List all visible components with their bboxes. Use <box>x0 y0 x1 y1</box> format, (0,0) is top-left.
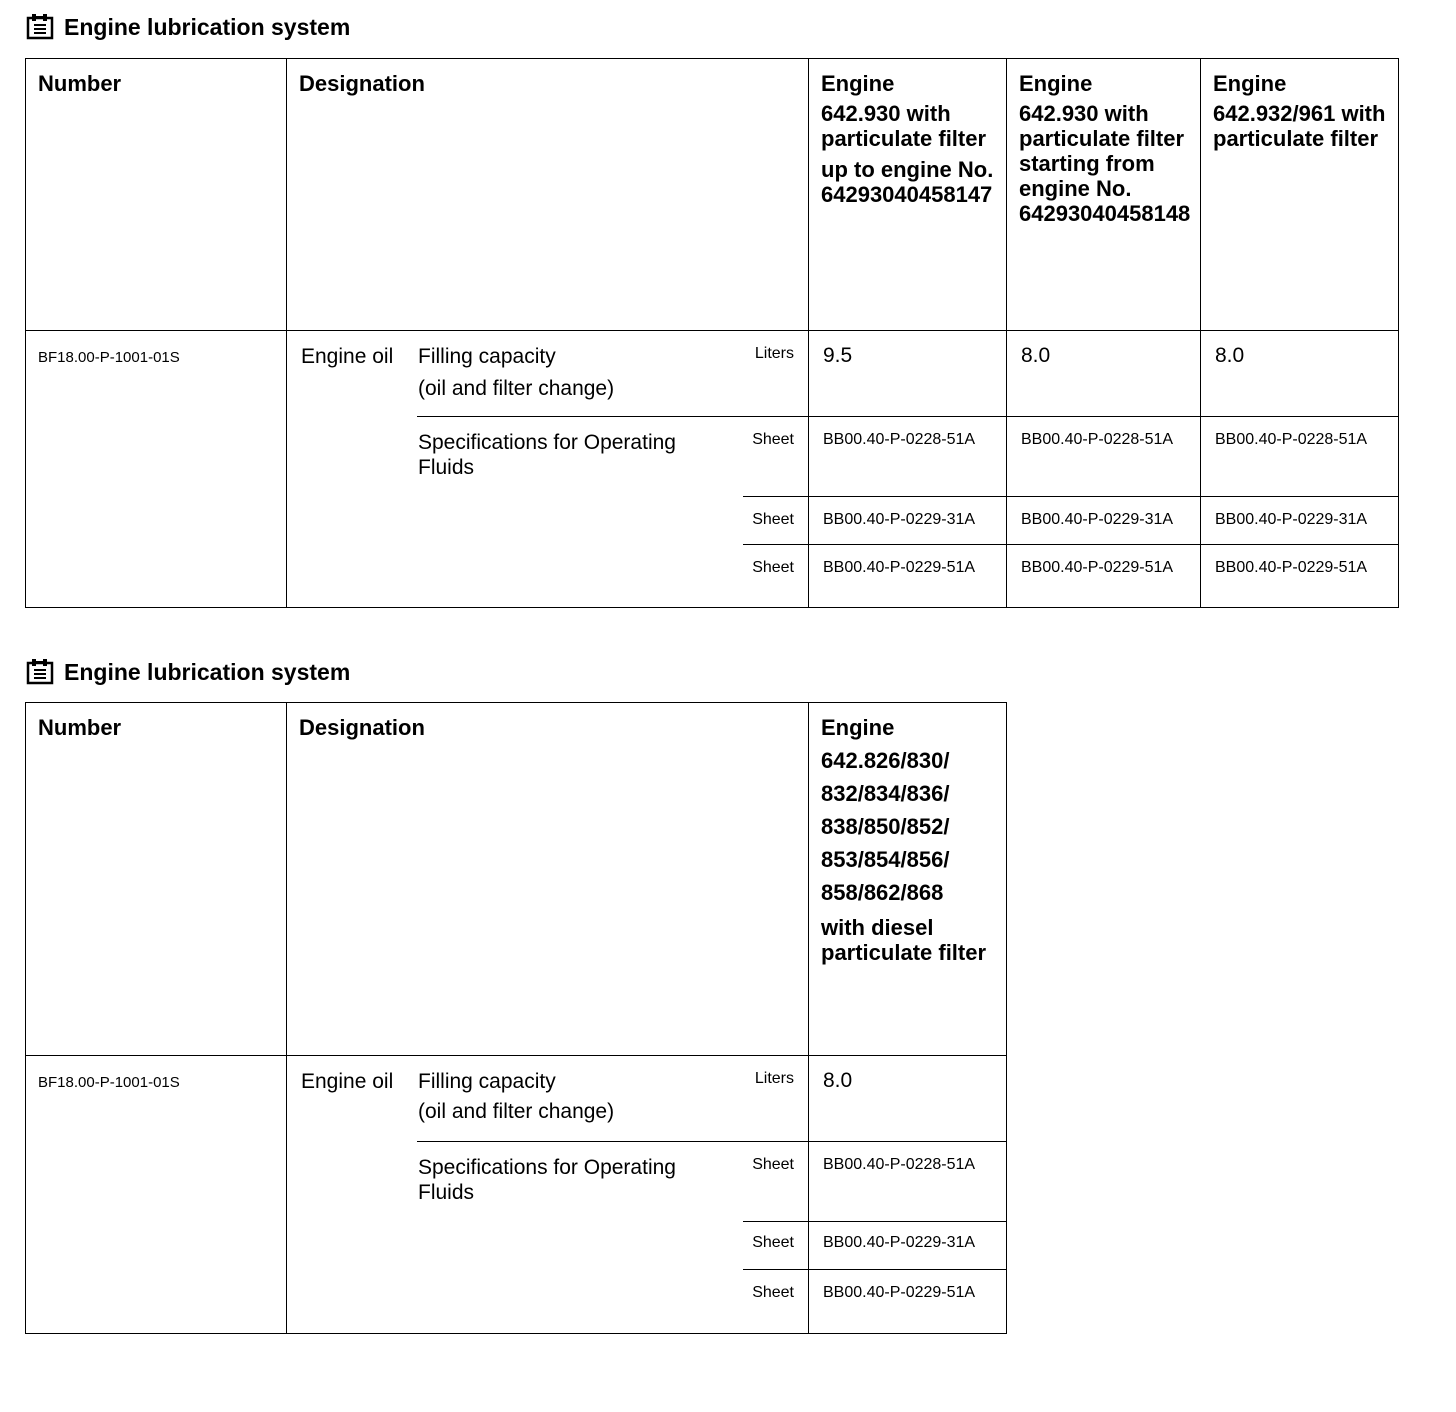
header-number: Number <box>26 59 287 331</box>
header-engine-2: Engine 642.930 with particulate filter starting from engine No. 64293040458148 <box>1007 59 1201 331</box>
filling-capacity-note: (oil and filter change) <box>418 377 615 400</box>
spec-table <box>25 58 1399 608</box>
header-engine-1: Engine 642.930 with particulate filter up to engine No. 64293040458147 <box>809 59 1007 331</box>
unit-liters: Liters <box>754 345 794 362</box>
table-row <box>26 1056 1007 1334</box>
sheet-value: BB00.40-P-0229-51A <box>823 1284 976 1301</box>
spec-label: Specifications for Operating Fluids <box>418 1156 676 1204</box>
cell-number: BF18.00-P-1001-01S <box>26 1056 287 1334</box>
divider <box>417 416 808 417</box>
header-designation: Designation <box>287 59 809 331</box>
section-title-text: Engine lubrication system <box>64 659 351 685</box>
divider <box>743 1269 808 1270</box>
sheet-value: BB00.40-P-0229-31A <box>1021 511 1174 528</box>
header-engine-3: Engine 642.932/961 with particulate filter <box>1201 59 1399 331</box>
section-title <box>26 8 350 40</box>
sheet-value: BB00.40-P-0229-31A <box>1215 511 1368 528</box>
header-engine: Engine 642.826/830/ 832/834/836/ 838/850/852/ 853/854/856/ 858/862/868 with diesel particulate filter <box>809 703 1007 1056</box>
cell-engine-3 <box>1201 331 1399 608</box>
sheet-value: BB00.40-P-0228-51A <box>823 431 976 448</box>
spec-table <box>25 702 1007 1334</box>
table-row <box>26 331 1399 608</box>
divider <box>743 1221 808 1222</box>
cell-designation <box>287 1056 809 1334</box>
liters-value: 8.0 <box>1021 344 1051 367</box>
section-title <box>26 653 350 685</box>
filling-capacity-note: (oil and filter change) <box>418 1100 615 1123</box>
divider <box>743 496 808 497</box>
liters-value: 8.0 <box>823 1069 853 1092</box>
cell-engine <box>809 1056 1007 1334</box>
cell-engine-2 <box>1007 331 1201 608</box>
divider <box>417 1141 808 1142</box>
divider <box>743 544 808 545</box>
sheet-value: BB00.40-P-0228-51A <box>1215 431 1368 448</box>
header-number: Number <box>26 703 287 1056</box>
liters-value: 9.5 <box>823 344 853 367</box>
cell-engine-1 <box>809 331 1007 608</box>
filling-capacity-label: Filling capacity <box>418 1070 556 1093</box>
header-designation: Designation <box>287 703 809 1056</box>
fluid-label: Engine oil <box>301 345 394 368</box>
sheet-value: BB00.40-P-0229-31A <box>823 511 976 528</box>
section-title-text: Engine lubrication system <box>64 14 351 40</box>
unit-sheet: Sheet <box>752 559 794 576</box>
cell-designation <box>287 331 809 608</box>
header-row <box>26 59 1399 331</box>
spec-label: Specifications for Operating Fluids <box>418 431 676 479</box>
document-icon <box>26 657 56 685</box>
sheet-value: BB00.40-P-0229-31A <box>823 1234 976 1251</box>
unit-sheet: Sheet <box>752 1156 794 1173</box>
unit-sheet: Sheet <box>752 431 794 448</box>
unit-sheet: Sheet <box>752 511 794 528</box>
sheet-value: BB00.40-P-0229-51A <box>823 559 976 576</box>
header-row <box>26 703 1007 1056</box>
cell-number: BF18.00-P-1001-01S <box>26 331 287 608</box>
fluid-label: Engine oil <box>301 1070 394 1093</box>
sheet-value: BB00.40-P-0228-51A <box>1021 431 1174 448</box>
sheet-value: BB00.40-P-0229-51A <box>1215 559 1368 576</box>
document-icon <box>26 12 56 40</box>
unit-liters: Liters <box>754 1070 794 1087</box>
sheet-value: BB00.40-P-0228-51A <box>823 1156 976 1173</box>
unit-sheet: Sheet <box>752 1284 794 1301</box>
filling-capacity-label: Filling capacity <box>418 345 556 368</box>
sheet-value: BB00.40-P-0229-51A <box>1021 559 1174 576</box>
unit-sheet: Sheet <box>752 1234 794 1251</box>
liters-value: 8.0 <box>1215 344 1245 367</box>
